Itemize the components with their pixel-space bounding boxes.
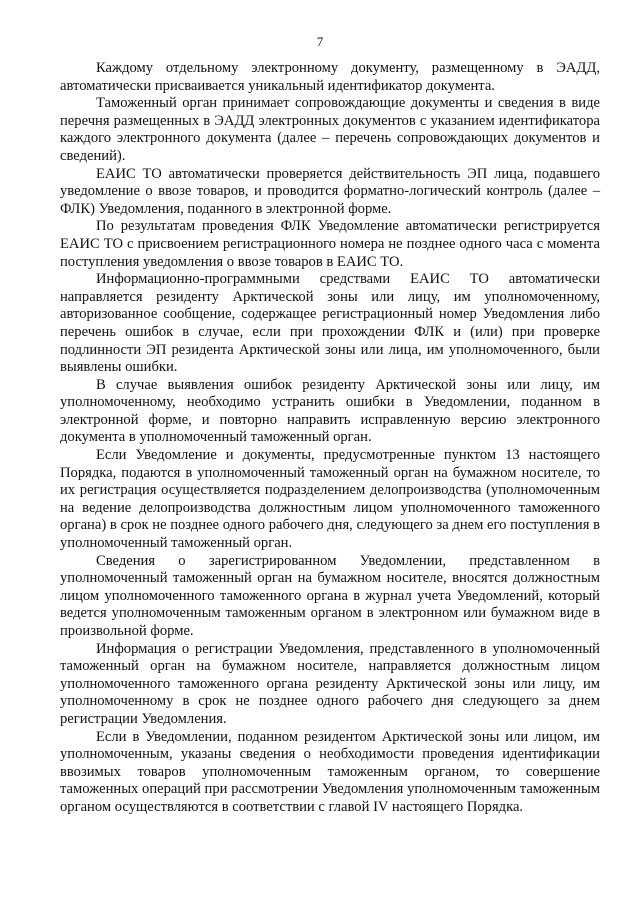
paragraph-2: Таможенный орган принимает сопровождающие документы и сведения в виде перечня размещенных в ЭАДД электронных документов с указанием идентификатора каждого электронного документа (далее – перечень сопровождающих документов и сведений). [60, 95, 600, 164]
paragraph-4: По результатам проведения ФЛК Уведомление автоматически регистрируется ЕАИС ТО с присвоением регистрационного номера не позднее одного часа с момента поступления уведомления о ввозе товаров в ЕАИС ТО. [60, 218, 600, 270]
paragraph-10: Если в Уведомлении, поданном резидентом Арктической зоны или лицом, им уполномоченным, указаны сведения о необходимости проведения идентификации ввозимых товаров уполномоченным таможенным органом, то совершение таможенных операций при рассмотрении Уведомления уполномоченным таможенным органом осуществляются в соответствии с главой IV настоящего Порядка. [60, 728, 600, 815]
paragraph-8: Сведения о зарегистрированном Уведомлении, представленном в уполномоченный таможенный орган на бумажном носителе, вносятся должностным лицом уполномоченного таможенного органа в журнал учета Уведомлений, который ведется уполномоченным таможенным органом в электронном или бумажном виде в произвольной форме. [60, 552, 600, 639]
paragraph-1: Каждому отдельному электронному документу, размещенному в ЭАДД, автоматически присваивается уникальный идентификатор документа. [60, 60, 600, 94]
paragraph-7: Если Уведомление и документы, предусмотренные пунктом 13 настоящего Порядка, подаются в уполномоченный таможенный орган на бумажном носителе, то их регистрация осуществляется подразделением делопроизводства (уполномоченным на ведение делопроизводства должностным лицом уполномоченного таможенного органа) в срок не позднее одного рабочего дня, следующего за днем его поступления в уполномоченный таможенный орган. [60, 447, 600, 552]
paragraph-6: В случае выявления ошибок резиденту Арктической зоны или лицу, им уполномоченному, необходимо устранить ошибки в Уведомлении, поданном в электронной форме, и повторно направить исправленную версию электронного документа в уполномоченный таможенный орган. [60, 376, 600, 446]
paragraph-9: Информация о регистрации Уведомления, представленного в уполномоченный таможенный орган на бумажном носителе, направляется должностным лицом уполномоченного таможенного органа резиденту Арктической зоны или лицу, им уполномоченному в срок не позднее одного рабочего дня следующего за днем регистрации Уведомления. [60, 640, 600, 727]
page-number: 7 [316, 34, 324, 49]
paragraph-3: ЕАИС ТО автоматически проверяется действительность ЭП лица, подавшего уведомление о ввозе товаров, и проводится форматно-логический контроль (далее – ФЛК) Уведомления, поданного в электронной форме. [60, 165, 600, 217]
document-body [60, 60, 600, 817]
paragraph-5: Информационно-программными средствами ЕАИС ТО автоматически направляется резиденту Арктической зоны или лицу, им уполномоченному, авторизованное сообщение, содержащее регистрационный номер Уведомления либо перечень ошибок в случае, если при прохождении ФЛК и (или) при проверке подлинности ЭП резидента Арктической зоны или лица, им уполномоченного, были выявлены ошибки. [60, 271, 600, 376]
